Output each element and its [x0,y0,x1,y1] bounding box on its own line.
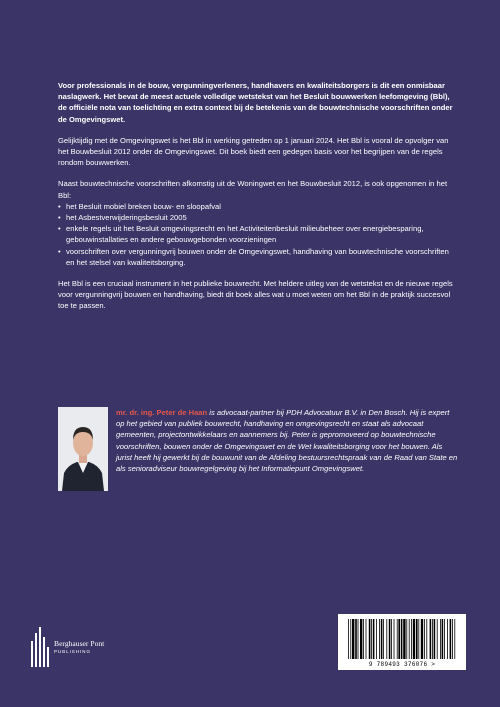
barcode-bar [434,619,436,659]
publisher-sub: PUBLISHING [54,649,91,654]
barcode [338,614,466,670]
barcode-bar [421,619,423,659]
barcode-bar [352,619,354,659]
barcode-bar [454,619,455,659]
barcode-bar [386,619,387,659]
paragraph-included: Naast bouwtechnische voorschriften afkomstig uit de Woningwet en het Bouwbesluit 2012, is ook opgenomen in het Bbl: [58,179,448,200]
barcode-bar [350,619,351,659]
barcode-bar [424,619,425,659]
barcode-bar [426,619,427,659]
barcode-bar [413,619,415,659]
author-bio [116,407,458,474]
barcode-bar [442,619,444,659]
barcode-bar [376,619,377,659]
list-item: • het Besluit mobiel breken bouw- en sloopafval [58,201,456,212]
barcode-bar [391,619,392,659]
barcode-bar [403,619,405,659]
list-item: • voorschriften over vergunningvrij bouwen onder de Omgevingswet, handhaving van bouwtechnische voorschriften en het stelsel van kwaliteitsborging. [58,246,456,268]
berghauser-pont-logo-icon [30,627,50,667]
isbn-number: 9 789493 376076 > [368,661,436,668]
author-photo [58,407,108,491]
barcode-bar [383,619,384,659]
barcode-bar [418,619,419,659]
intro-paragraph: Voor professionals in de bouw, vergunningverleners, handhavers en kwaliteitsborgers is dit een onmisbaar naslagwerk. Het bevat de meest actuele volledige wetstekst van het Besluit bouwwerken leefomgeving (Bbl), de officiële nota van toelichting en extra context bij de betekenis van de bouwtechnische voorschriften onder de Omgevingswet. [58,81,453,124]
barcode-bar [450,619,452,659]
barcode-bar [416,619,418,659]
publisher-name: Berghauser Pont [54,639,105,648]
barcode-bar [381,619,383,659]
barcode-bar [409,619,410,659]
barcode-bar [432,619,433,659]
paragraph-bbl-effective: Gelijktijdig met de Omgevingswet is het Bbl in werking getreden op 1 januari 2024. Het Bbl is vooral de opvolger van het Bouwbesluit 2012 onder de Omgevingswet. Dit boek biedt een gedegen basis voor het begrijpen van de regels rondom bouwwerken. [58,135,449,168]
barcode-bar [406,619,407,659]
list-item: • enkele regels uit het Besluit omgevingsrecht en het Activiteitenbesluit milieubeheer over energiebesparing, gebouwinstallaties en andere gebouwgebonden voorzieningen [58,223,456,245]
barcode-bar [430,619,432,659]
author-portrait-icon [58,407,108,491]
barcode-bar [398,619,400,659]
barcode-bar [358,619,359,659]
list-item: • het Asbestverwijderingsbesluit 2005 [58,212,456,223]
barcode-bar [444,619,445,659]
barcode-bar [366,619,367,659]
barcode-bar [369,619,371,659]
barcode-bar [389,619,391,659]
barcode-bar [397,619,398,659]
back-cover-text [58,80,456,322]
barcode-bar [394,619,395,659]
paragraph-conclusion: Het Bbl is een cruciaal instrument in het publieke bouwrecht. Met heldere uitleg van de wetstekst en de nieuwe regels voor vergunningvrij bouwen en handhaving, biedt dit boek alles wat u moet weten om het Bbl in de praktijk succesvol toe te passen. [58,279,453,311]
barcode-bar [371,619,372,659]
barcode-bar [411,619,412,659]
barcode-bar [363,619,364,659]
barcode-bar [348,619,349,659]
included-list [58,201,456,268]
barcode-bar [401,619,403,659]
barcode-bar [379,619,380,659]
barcode-bar [447,619,448,659]
barcode-bar [437,619,438,659]
author-name: mr. dr. ing. Peter de Haan [116,408,208,417]
barcode-bar [440,619,441,659]
barcode-bar [355,619,357,659]
barcode-bar [452,619,453,659]
barcode-bar [373,619,375,659]
publisher-logo [30,627,160,667]
author-bio-text: is advocaat-partner bij PDH Advocatuur B.V. in Den Bosch. Hij is expert op het gebied van publiek bouwrecht, handhaving en omgevingsrecht en staat als advocaat gemeenten, projectontwikkelaars en aannemers bij. Peter is gepromoveerd op bouwtechnische voorschriften, bouwen onder de Omgevingswet en de Wet kwaliteitsborging voor het bouwen. Als jurist heeft hij gewerkt bij de bouwunit van de Afdeling bestuursrechtspraak van de Raad van State en als senioradviseur bouwregelgeving bij het Informatiepunt Omgevingswet. [116,408,458,474]
barcode-bar [360,619,362,659]
